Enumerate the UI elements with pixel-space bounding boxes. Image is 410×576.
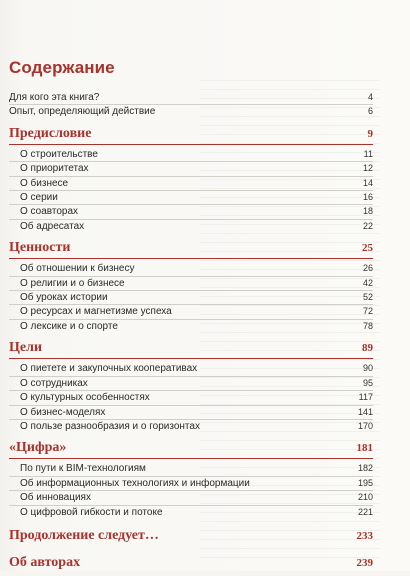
toc-entry-label: О бизнес-моделях — [20, 406, 106, 418]
toc-section-heading — [9, 554, 373, 573]
toc-section-heading — [9, 527, 373, 546]
toc-entry-label: О пользе разнообразия и о горизонтах — [20, 420, 200, 432]
toc-section-items — [9, 362, 373, 433]
toc-entry-label: Об адресатах — [20, 220, 85, 232]
toc-entry-page: 6 — [367, 106, 373, 117]
toc-section-page: 239 — [356, 556, 373, 569]
toc-entry-label: Об информационных технологиях и информации — [20, 477, 250, 489]
toc-section-page: 89 — [362, 342, 373, 355]
toc-entry-label: Об инновациях — [20, 492, 91, 504]
toc-entry — [9, 177, 373, 191]
toc-entry — [9, 420, 373, 433]
toc-prelude — [9, 91, 373, 119]
toc-section-heading — [9, 339, 373, 359]
toc-entry-page: 12 — [362, 163, 373, 174]
toc-entry — [9, 406, 373, 420]
toc-section-title: Предисловие — [9, 125, 92, 141]
toc-entry-label: О религии и о бизнесе — [20, 277, 125, 289]
toc-entry-label: По пути к BIM-технологиям — [20, 463, 146, 475]
toc-entry-page: 90 — [362, 363, 373, 374]
toc-entry-label: О бизнесе — [20, 177, 69, 189]
toc-entry-page: 22 — [362, 220, 373, 231]
toc-entry-page: 141 — [357, 406, 373, 417]
toc-section-title: Цели — [9, 340, 43, 356]
toc-entry-page: 95 — [362, 377, 373, 388]
toc-entry — [9, 191, 373, 205]
toc-entry — [9, 262, 373, 276]
toc-entry — [9, 91, 373, 105]
toc-entry-label: О приоритетах — [20, 163, 89, 175]
toc-section-page: 25 — [362, 242, 373, 255]
toc-entry-page: 170 — [357, 420, 373, 431]
toc-entry-page: 182 — [357, 463, 373, 474]
toc-entry — [9, 291, 373, 305]
toc-entry-label: О культурных особенностях — [20, 392, 150, 404]
toc-entry — [9, 205, 373, 219]
toc-section-heading — [9, 239, 373, 259]
toc-entry — [9, 277, 373, 291]
toc-section-page: 181 — [356, 442, 373, 455]
toc-entry-page: 221 — [357, 506, 373, 517]
toc-section-page: 233 — [356, 529, 373, 542]
toc-entry — [9, 105, 373, 118]
toc-section-page: 9 — [367, 127, 373, 140]
toc-entry — [9, 148, 373, 162]
toc-section-title: «Цифра» — [9, 440, 67, 456]
toc-entry — [9, 362, 373, 376]
toc-entry-page: 195 — [357, 477, 373, 488]
toc-entry-page: 14 — [362, 177, 373, 188]
toc-entry-page: 78 — [362, 320, 373, 331]
toc-entry — [9, 377, 373, 391]
toc-entry — [9, 477, 373, 491]
toc-entry-page: 72 — [362, 306, 373, 317]
toc-entry-page: 117 — [358, 392, 373, 403]
toc-entry-label: О ресурсах и магнетизме успеха — [20, 306, 172, 318]
toc-section-items — [9, 262, 373, 333]
toc-entry — [9, 506, 373, 519]
toc-entry-page: 4 — [367, 92, 373, 102]
toc-entry-label: Опыт, определяющий действие — [9, 106, 156, 118]
toc-entry-page: 210 — [357, 492, 373, 503]
toc-entry-label: О лексике и о спорте — [20, 320, 118, 332]
toc-entry-label: О соавторах — [20, 206, 79, 218]
toc-section-items — [9, 148, 373, 233]
toc-section-title: Об авторах — [9, 554, 81, 570]
page-title: Содержание — [9, 58, 115, 77]
toc-section-title: Продолжение следует… — [9, 527, 159, 543]
toc-entry-label: О сотрудниках — [20, 377, 88, 389]
toc-entry — [9, 162, 373, 176]
toc-entry-label: Об отношении к бизнесу — [20, 263, 135, 275]
table-of-contents — [9, 91, 373, 576]
toc-entry-page: 52 — [362, 292, 373, 303]
toc-entry — [9, 320, 373, 333]
toc-entry — [9, 491, 373, 505]
toc-section-items — [9, 462, 373, 519]
toc-entry-label: Об уроках истории — [20, 292, 108, 304]
toc-entry-label: Для кого эта книга? — [9, 92, 100, 103]
toc-entry-label: О пиетете и закупочных кооперативах — [20, 363, 198, 375]
toc-entry — [9, 305, 373, 319]
toc-entry — [9, 220, 373, 233]
toc-entry-label: О серии — [20, 192, 58, 204]
toc-entry-page: 11 — [363, 148, 373, 159]
toc-entry-label: О строительстве — [20, 148, 98, 160]
toc-entry — [9, 391, 373, 405]
toc-section-heading — [9, 125, 373, 145]
toc-section-title: Ценности — [9, 240, 71, 256]
toc-entry-page: 42 — [362, 277, 373, 288]
toc-entry-page: 18 — [362, 206, 373, 217]
toc-entry — [9, 462, 373, 476]
toc-section-heading — [9, 439, 373, 459]
toc-entry-page: 26 — [362, 263, 373, 274]
toc-entry-label: О цифровой гибкости и потоке — [20, 506, 163, 518]
toc-entry-page: 16 — [362, 192, 373, 203]
